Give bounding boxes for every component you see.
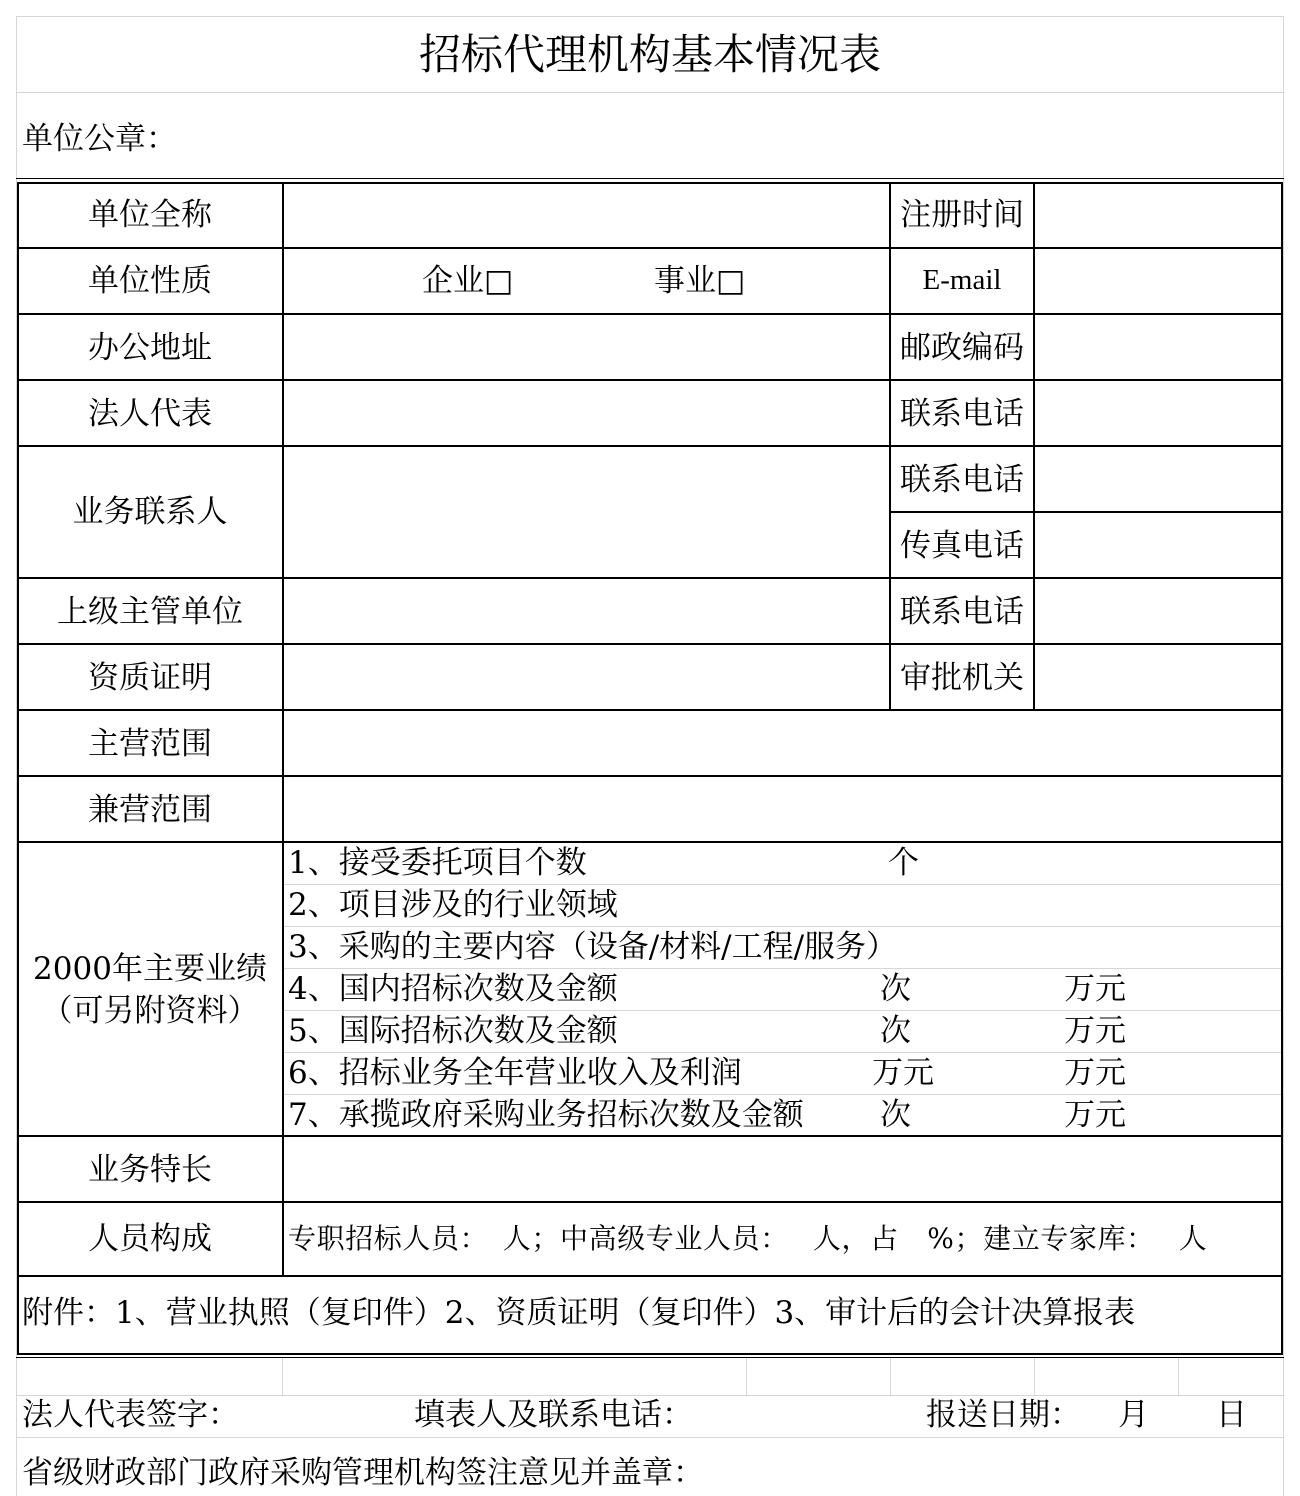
label-superior-phone: 联系电话 xyxy=(900,594,1024,630)
grid-line xyxy=(1178,1358,1179,1395)
grid-line xyxy=(1034,1358,1035,1395)
label-unit-nature: 单位性质 xyxy=(88,263,212,299)
performance-item-4-unit1: 次 xyxy=(880,971,911,1007)
label-performance-line2: （可另附资料） xyxy=(41,993,259,1029)
label-side-scope: 兼营范围 xyxy=(88,792,212,828)
grid-line xyxy=(890,1358,891,1395)
double-border xyxy=(16,1357,1284,1358)
provincial-approval: 省级财政部门政府采购管理机构签注意见并盖章： xyxy=(22,1455,704,1491)
row-border xyxy=(17,379,1283,381)
label-email: E-mail xyxy=(922,264,1002,296)
grid-line xyxy=(283,926,1282,927)
label-fax: 传真电话 xyxy=(900,528,1024,564)
row-border xyxy=(17,1135,1283,1137)
label-superior-unit: 上级主管单位 xyxy=(57,594,243,630)
grid-line xyxy=(283,968,1282,969)
performance-item-6-unit1: 万元 xyxy=(872,1055,934,1091)
label-office-address: 办公地址 xyxy=(88,330,212,366)
label-specialty: 业务特长 xyxy=(88,1152,212,1188)
option-institution[interactable]: 事业□ xyxy=(654,263,746,299)
label-registration-time: 注册时间 xyxy=(900,197,1024,233)
performance-item-1-unit: 个 xyxy=(888,845,919,881)
grid-line xyxy=(282,1358,283,1395)
legal-rep-signature: 法人代表签字： xyxy=(22,1397,239,1433)
performance-item-5-unit2: 万元 xyxy=(1064,1013,1126,1049)
row-border xyxy=(17,643,1283,645)
performance-item-5-unit1: 次 xyxy=(880,1013,911,1049)
label-unit-name: 单位全称 xyxy=(88,197,212,233)
grid-line xyxy=(283,884,1282,885)
performance-item-7: 7、承揽政府采购业务招标次数及金额 xyxy=(288,1097,804,1133)
attachments-note: 附件：1、营业执照（复印件）2、资质证明（复印件）3、审计后的会计决算报表 xyxy=(22,1295,1136,1331)
report-date-month: 月 xyxy=(1118,1397,1149,1433)
performance-item-6: 6、招标业务全年营业收入及利润 xyxy=(288,1055,742,1091)
row-border xyxy=(890,511,1283,513)
column-border xyxy=(889,182,891,710)
performance-item-3: 3、采购的主要内容（设备/材料/工程/服务） xyxy=(288,929,898,965)
label-contact-phone: 联系电话 xyxy=(900,462,1024,498)
grid-line xyxy=(16,1395,1284,1396)
row-border xyxy=(17,841,1283,843)
grid-line xyxy=(746,1358,747,1395)
row-border xyxy=(17,445,1283,447)
label-business-contact: 业务联系人 xyxy=(72,494,228,530)
page-title: 招标代理机构基本情况表 xyxy=(418,30,881,79)
label-approval-authority: 审批机关 xyxy=(900,660,1024,696)
report-date-day: 日 xyxy=(1216,1397,1247,1433)
staff-composition-text: 专职招标人员： 人；中高级专业人员： 人，占 %；建立专家库： 人 xyxy=(288,1222,1208,1255)
grid-line xyxy=(16,16,1284,17)
column-border xyxy=(1033,182,1035,710)
performance-item-6-unit2: 万元 xyxy=(1064,1055,1126,1091)
grid-line xyxy=(16,1437,1284,1438)
row-border xyxy=(17,1201,1283,1203)
performance-item-7-unit2: 万元 xyxy=(1064,1097,1126,1133)
double-border xyxy=(16,178,1284,179)
performance-item-4-unit2: 万元 xyxy=(1064,971,1126,1007)
row-border xyxy=(17,577,1283,579)
grid-line xyxy=(283,1010,1282,1011)
grid-line xyxy=(283,1052,1282,1053)
table-border xyxy=(17,182,1283,184)
column-border xyxy=(282,182,284,1276)
grid-line xyxy=(283,1094,1282,1095)
label-qualification: 资质证明 xyxy=(88,660,212,696)
label-main-scope: 主营范围 xyxy=(88,726,212,762)
row-border xyxy=(17,1275,1283,1277)
label-legal-rep: 法人代表 xyxy=(88,396,212,432)
performance-item-1: 1、接受委托项目个数 xyxy=(288,845,587,881)
label-performance-line1: 2000年主要业绩 xyxy=(33,951,267,987)
report-date: 报送日期： xyxy=(926,1397,1081,1433)
row-border xyxy=(17,709,1283,711)
performance-item-2: 2、项目涉及的行业领域 xyxy=(288,887,618,923)
label-legal-rep-phone: 联系电话 xyxy=(900,396,1024,432)
option-enterprise[interactable]: 企业□ xyxy=(422,263,514,299)
seal-label: 单位公章： xyxy=(22,121,177,157)
label-postal-code: 邮政编码 xyxy=(900,330,1024,366)
grid-line xyxy=(1283,16,1284,1496)
performance-item-5: 5、国际招标次数及金额 xyxy=(288,1013,618,1049)
row-border xyxy=(17,313,1283,315)
performance-item-4: 4、国内招标次数及金额 xyxy=(288,971,618,1007)
row-border xyxy=(17,775,1283,777)
grid-line xyxy=(16,92,1284,93)
table-border xyxy=(1281,182,1283,1354)
row-border xyxy=(17,247,1283,249)
label-staff: 人员构成 xyxy=(88,1221,212,1257)
performance-item-7-unit1: 次 xyxy=(880,1097,911,1133)
filler-and-phone: 填表人及联系电话： xyxy=(414,1397,693,1433)
table-border xyxy=(17,1353,1283,1355)
